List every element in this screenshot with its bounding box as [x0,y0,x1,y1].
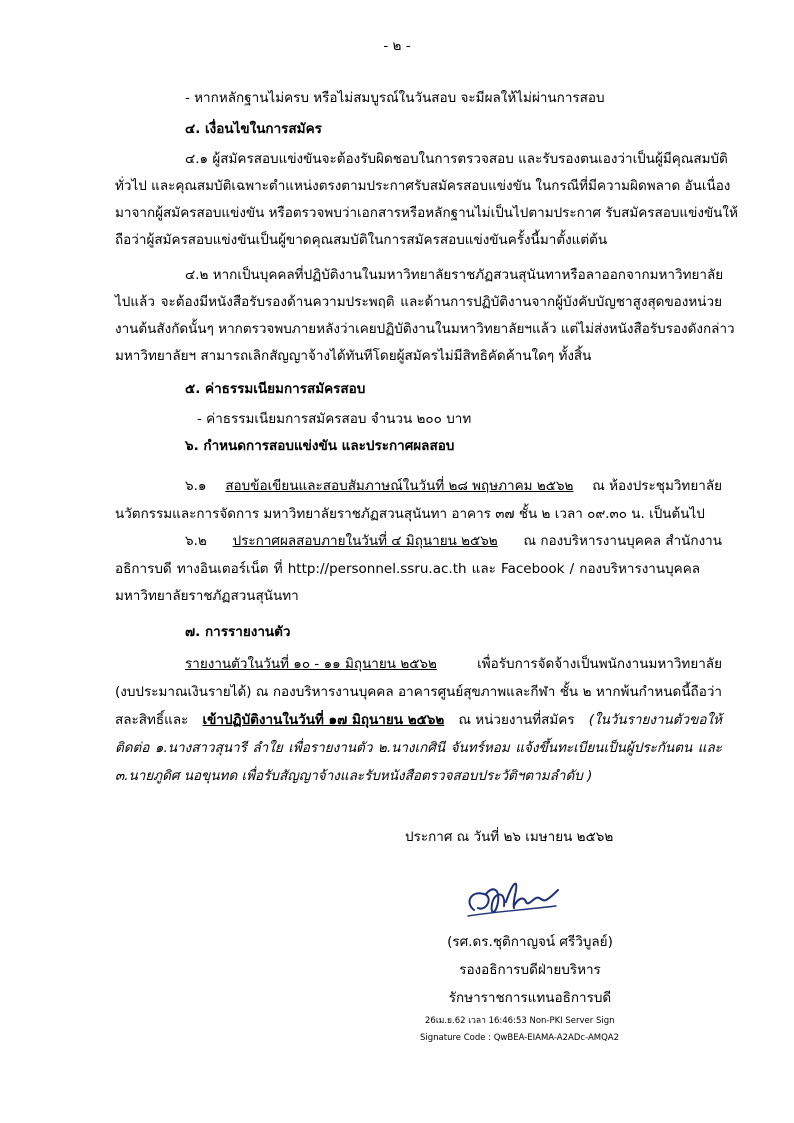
results-date: ประกาศผลสอบภายในวันที่ ๔ มิถุนายน ๒๕๖๒ [232,533,498,549]
start-work-date: เข้าปฏิบัติงานในวันที่ ๑๗ มิถุนายน ๒๕๖๒ [202,712,445,728]
section-6-1-line2: นวัตกรรมและการจัดการ มหาวิทยาลัยราชภัฏสวนสุนันทา อาคาร ๓๗ ชั้น ๒ เวลา ๐๙.๓๐ น. เป็นต้นไป [115,506,705,522]
section-4-heading: ๔. เงื่อนไขในการสมัคร [185,121,322,137]
report-purpose: เพื่อรับการจัดจ้างเป็นพนักงานมหาวิทยาลัย [477,656,722,672]
esign-code: Signature Code : QwBEA-EIAMA-A2ADc-AMQA2 [420,1033,620,1043]
work-unit: ณ หน่วยงานที่สมัคร [458,712,575,728]
section-6-1-line1 [185,477,722,495]
section-7-line5: ๓.นายภูดิศ นอขุนทด เพื่อรับสัญญาจ้างและรับหนังสือตรวจสอบประวัติฯตามลำดับ ) [115,768,593,784]
section-6-2-number: ๖.๒ [185,533,207,549]
section-6-1-number: ๖.๑ [185,478,207,494]
section-4-1-line: ถือว่าผู้สมัครสอบแข่งขันเป็นผู้ขาดคุณสมบัติในการสมัครสอบแข่งขันครั้งนี้มาตั้งแต่ต้น [115,232,608,248]
signer-title: รองอธิการบดีฝ่ายบริหาร [459,962,601,978]
section-4-2-line: ไปแล้ว จะต้องมีหนังสือรับรองด้านความประพฤติ และด้านการปฏิบัติงานจากผู้บังคับบัญชาสูงสุดของหน่วย [115,294,722,310]
signer-acting-title: รักษาราชการแทนอธิการบดี [448,990,612,1006]
section-7-line3 [115,711,722,729]
esign-timestamp: 26เม.ย.62 เวลา 16:46:53 Non-PKI Server Sign [425,1016,615,1026]
exam-venue: ณ ห้องประชุมวิทยาลัย [592,478,722,494]
application-fee: - ค่าธรรมเนียมการสมัครสอบ จำนวน ๒๐๐ บาท [197,411,472,427]
section-4-2-line: งานต้นสังกัดนั้นๆ หากตรวจพบภายหลังว่าเคยปฏิบัติงานในมหาวิทยาลัยฯแล้ว แต่ไม่ส่งหนังสือรับรองดังกล่าว [115,321,735,337]
section-7-line1 [185,655,722,673]
section-7-heading: ๗. การรายงานตัว [185,624,291,640]
section-6-2-line1 [185,532,722,550]
section-6-heading: ๖. กำหนดการสอบแข่งขัน และประกาศผลสอบ [185,438,455,454]
evidence-note: - หากหลักฐานไม่ครบ หรือไม่สมบูรณ์ในวันสอบ จะมีผลให้ไม่ผ่านการสอบ [185,90,605,106]
section-4-2-line: มหาวิทยาลัยฯ สามารถเลิกสัญญาจ้างได้ทันทีโดยผู้สมัครไม่มีสิทธิคัดค้านใดๆ ทั้งสิ้น [115,348,592,364]
handwritten-signature [462,872,562,928]
section-4-1-line: มาจากผู้สมัครสอบแข่งขัน หรือตรวจพบว่าเอกสารหรือหลักฐานไม่เป็นไปตามประกาศ รับสมัครสอบแข่งขันให้ [115,205,738,221]
forfeit-text: สละสิทธิ์และ [115,712,189,728]
exam-date: สอบข้อเขียนและสอบสัมภาษณ์ในวันที่ ๒๘ พฤษภาคม ๒๕๖๒ [225,478,574,494]
announcement-date: ประกาศ ณ วันที่ ๒๖ เมษายน ๒๕๖๒ [405,829,614,845]
section-4-2-line: ๔.๒ หากเป็นบุคคลที่ปฏิบัติงานในมหาวิทยาลัยราชภัฏสวนสุนันทาหรือลาออกจากมหาวิทยาลัย [185,267,724,283]
report-date: รายงานตัวในวันที่ ๑๐ - ๑๑ มิถุนายน ๒๕๖๒ [185,656,437,672]
section-7-line2: (งบประมาณเงินรายได้) ณ กองบริหารงานบุคคล อาคารศูนย์สุขภาพและกีฬา ชั้น ๒ หากพ้นกำหนดนี้ถือว่า [115,684,722,700]
section-4-1-line: ๔.๑ ผู้สมัครสอบแข่งขันจะต้องรับผิดชอบในการตรวจสอบ และรับรองตนเองว่าเป็นผู้มีคุณสมบัติ [185,151,728,167]
section-4-1-line: ทั่วไป และคุณสมบัติเฉพาะตำแหน่งตรงตามประกาศรับสมัครสอบแข่งขัน ในกรณีที่มีความผิดพลาด อันเนื่อง [115,178,731,194]
contact-intro: (ในวันรายงานตัวขอให้ [588,712,722,728]
section-5-heading: ๕. ค่าธรรมเนียมการสมัครสอบ [185,381,366,397]
section-6-2-line3: มหาวิทยาลัยราชภัฏสวนสุนันทา [115,588,299,604]
signer-name: (รศ.ดร.ชุติกาญจน์ ศรีวิบูลย์) [447,934,613,950]
section-6-2-line2: อธิการบดี ทางอินเตอร์เน็ต ที่ http://personnel.ssru.ac.th และ Facebook / กองบริหารงานบุคคล [115,561,700,577]
section-7-line4: ติดต่อ ๑.นางสาวสุนารี ลำใย เพื่อรายงานตัว ๒.นางเกศินี จันทร์หอม แจ้งขึ้นทะเบียนเป็นผู้ประกันตน และ [115,740,722,756]
results-office: ณ กองบริหารงานบุคคล สำนักงาน [523,533,722,549]
page-number: - ๒ - [383,38,411,54]
